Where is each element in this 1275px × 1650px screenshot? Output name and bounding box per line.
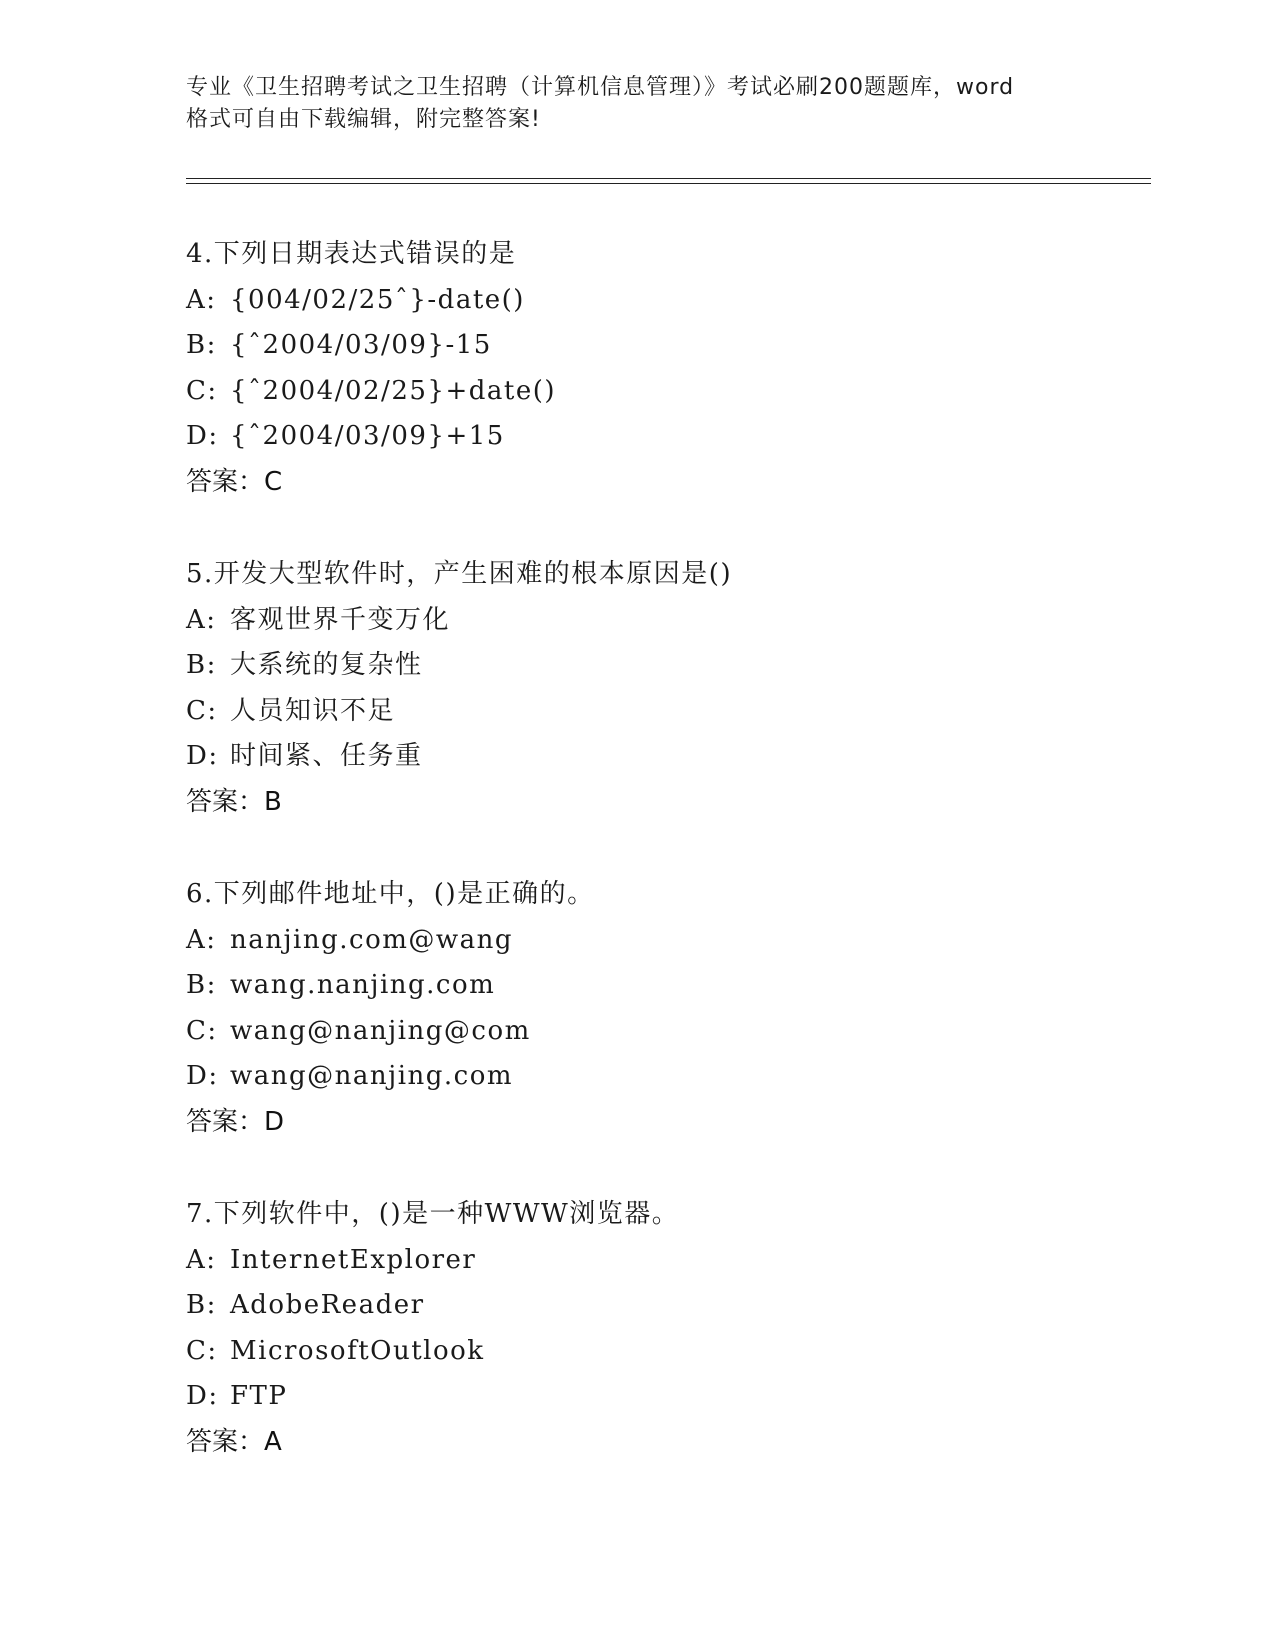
option-text: wang@nanjing.com: [230, 1061, 514, 1091]
option-c: [186, 1009, 1146, 1055]
option-a: [186, 1238, 1146, 1284]
option-text: 时间紧、任务重: [230, 741, 423, 771]
option-a: [186, 918, 1146, 964]
option-text: InternetExplorer: [230, 1244, 477, 1275]
option-label: D:: [186, 1061, 219, 1091]
option-c: [186, 1329, 1146, 1375]
question-5: [186, 552, 1146, 825]
header-divider-bottom: [186, 183, 1151, 184]
option-label: B:: [186, 650, 217, 680]
option-text: AdobeReader: [230, 1290, 425, 1320]
option-label: C:: [186, 1335, 218, 1366]
question-title: 7.下列软件中，()是一种WWW浏览器。: [186, 1199, 680, 1229]
option-a: [186, 598, 1146, 644]
option-label: D:: [186, 421, 219, 451]
answer-line: 答案：A: [186, 1426, 282, 1457]
option-text: {ˆ2004/02/25}+date(): [230, 375, 556, 406]
option-label: B:: [186, 1290, 217, 1320]
option-d: [186, 414, 1146, 460]
option-text: 人员知识不足: [230, 695, 396, 726]
option-d: [186, 1054, 1146, 1100]
option-label: B:: [186, 330, 217, 360]
option-c: [186, 689, 1146, 735]
answer-line: 答案：C: [186, 466, 283, 497]
option-label: B:: [186, 970, 217, 1000]
option-text: {ˆ2004/03/09}+15: [230, 421, 505, 451]
question-title: 4.下列日期表达式错误的是: [186, 239, 517, 269]
option-text: {ˆ2004/03/09}-15: [230, 330, 492, 360]
header-divider-top: [186, 178, 1151, 179]
header-line-1: 专业《卫生招聘考试之卫生招聘（计算机信息管理）》考试必刷200题题库，word: [186, 75, 1015, 100]
option-label: A:: [186, 284, 217, 315]
option-label: A:: [186, 604, 217, 635]
option-label: A:: [186, 1244, 217, 1275]
option-b: [186, 323, 1146, 369]
option-text: wang.nanjing.com: [230, 970, 496, 1000]
option-b: [186, 963, 1146, 1009]
option-a: [186, 278, 1146, 324]
option-text: MicrosoftOutlook: [230, 1335, 485, 1366]
option-text: 大系统的复杂性: [230, 650, 423, 680]
option-label: D:: [186, 1381, 219, 1411]
option-label: D:: [186, 741, 219, 771]
option-c: [186, 369, 1146, 415]
option-d: [186, 1374, 1146, 1420]
option-text: wang@nanjing@com: [230, 1015, 531, 1046]
answer-line: 答案：B: [186, 786, 282, 817]
question-6: [186, 872, 1146, 1145]
document-header: [186, 72, 1086, 136]
option-label: C:: [186, 695, 218, 726]
option-label: C:: [186, 1015, 218, 1046]
option-b: [186, 643, 1146, 689]
option-text: FTP: [230, 1381, 288, 1411]
option-label: C:: [186, 375, 218, 406]
question-title: 6.下列邮件地址中，()是正确的。: [186, 879, 595, 909]
question-4: [186, 232, 1146, 505]
option-d: [186, 734, 1146, 780]
option-text: nanjing.com@wang: [230, 924, 514, 955]
question-7: [186, 1192, 1146, 1465]
header-line-2: 格式可自由下载编辑，附完整答案!: [186, 107, 541, 132]
option-text: 客观世界千变万化: [230, 604, 451, 635]
question-title: 5.开发大型软件时，产生困难的根本原因是(): [186, 559, 733, 589]
answer-line: 答案：D: [186, 1106, 285, 1137]
option-b: [186, 1283, 1146, 1329]
option-text: {004/02/25ˆ}-date(): [230, 284, 525, 315]
option-label: A:: [186, 924, 217, 955]
